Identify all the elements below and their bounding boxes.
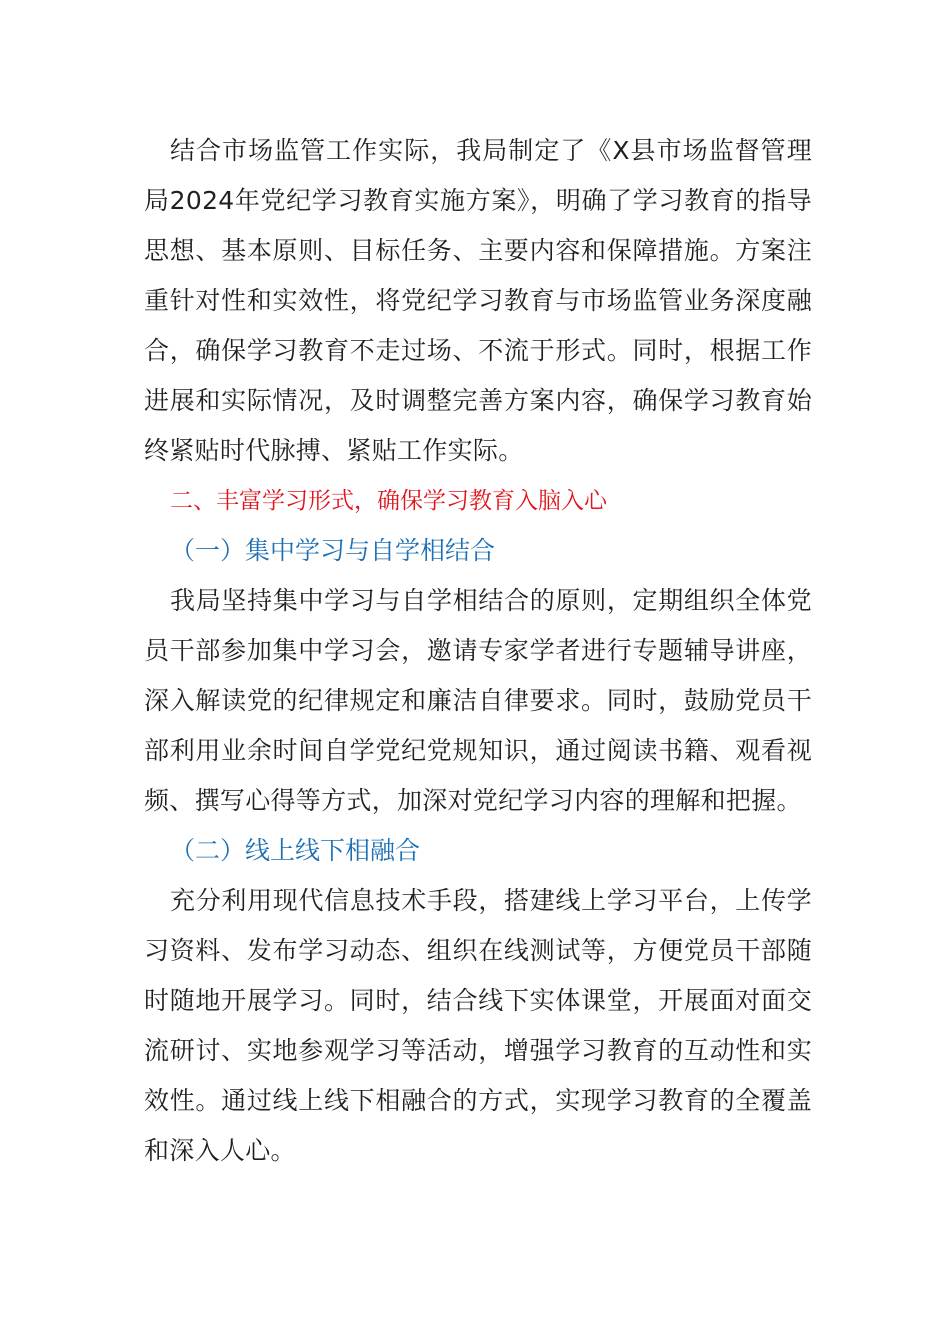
subsection-heading-online-offline: （二）线上线下相融合 (170, 836, 421, 865)
paragraph-centralized-self-study: 我局坚持集中学习与自学相结合的原则，定期组织全体党员干部参加集中学习会，邀请专家学者进行专题辅导讲座，深入解读党的纪律规定和廉洁自律要求。同时，鼓励党员干部利用业余时间自学党纪党规知识，通过阅读书籍、观看视频、撰写心得等方式，加深对党纪学习内容的理解和把握。 (144, 586, 812, 815)
paragraph-online-offline: 充分利用现代信息技术手段，搭建线上学习平台，上传学习资料、发布学习动态、组织在线测试等，方便党员干部随时随地开展学习。同时，结合线下实体课堂，开展面对面交流研讨、实地参观学习等活动，增强学习教育的互动性和实效性。通过线上线下相融合的方式，实现学习教育的全覆盖和深入人心。 (144, 886, 812, 1165)
paragraph-implementation-plan: 结合市场监管工作实际，我局制定了《X县市场监督管理局2024年党纪学习教育实施方案》，明确了学习教育的指导思想、基本原则、目标任务、主要内容和保障措施。方案注重针对性和实效性，将党纪学习教育与市场监管业务深度融合，确保学习教育不走过场、不流于形式。同时，根据工作进展和实际情况，及时调整完善方案内容，确保学习教育始终紧贴时代脉搏、紧贴工作实际。 (144, 136, 812, 465)
subsection-heading-centralized-self-study: （一）集中学习与自学相结合 (170, 536, 496, 565)
section-heading-enrich-learning: 二、丰富学习形式，确保学习教育入脑入心 (170, 488, 607, 514)
document-body (144, 126, 812, 1176)
